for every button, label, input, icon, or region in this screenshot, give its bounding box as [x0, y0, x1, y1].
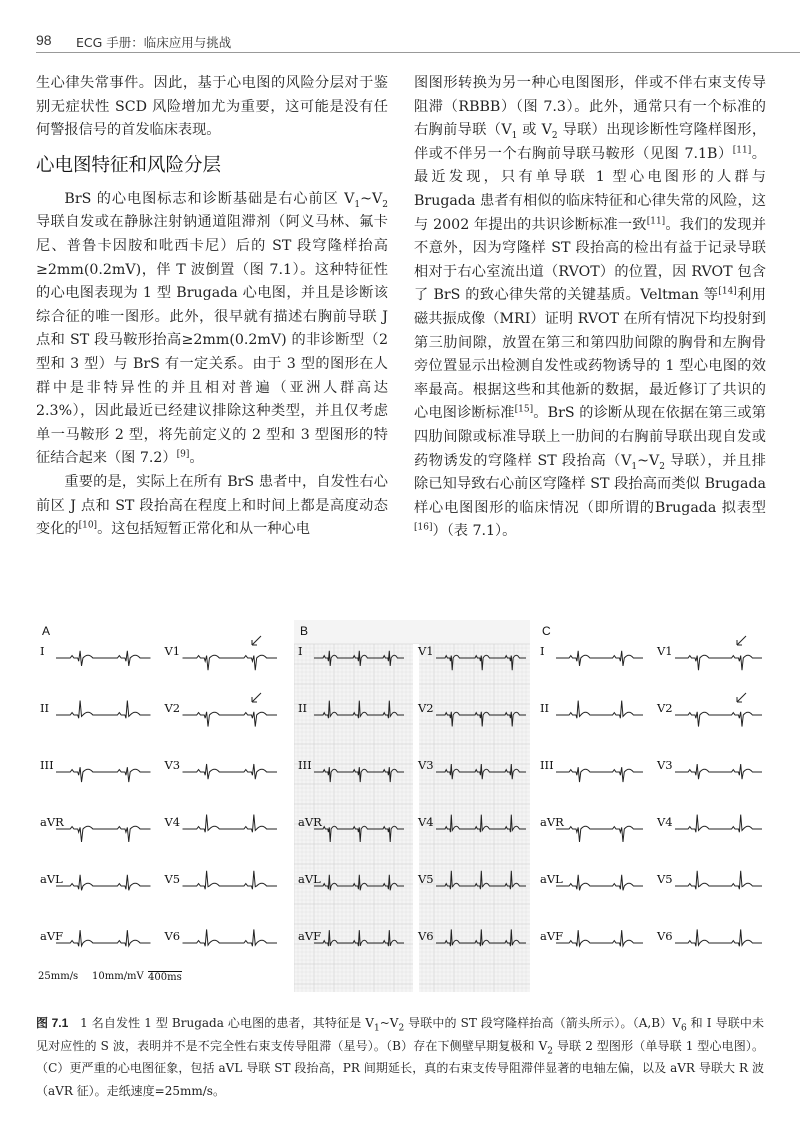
figure-caption: 图 7.1 1 名自发性 1 型 Brugada 心电图的患者，其特征是 $V_1\sim V_2$ 导联中的 ST 段穹隆样抬高（箭头所示）。$(A,B)V_6$ 和 Ⅰ 导联中未见对应性的 S 波，表明并不是不完全性右束支传导阻滞（星号）。（B）存在下侧壁早期复极和 $V_2$ 导联 2 型图形（单导联 1 型心电图）。（C）更严重的心电图征象，包括 aVL 导联 ST 段抬高，PR 间期延长，真的右束支传导阻滞伴显著的电轴左偏，以及 aVR 导联大 R 波（aVR 征）。走纸速度=25mm/s。	[36, 1016, 765, 1098]
figure-number: 图 7.1	[36, 1016, 69, 1030]
lead-label: I	[298, 644, 303, 658]
figure-7-1	[36, 620, 766, 1000]
ecg-trace	[314, 701, 404, 719]
ecg-trace	[556, 826, 643, 842]
ecg-trace	[183, 655, 278, 670]
citation: [10]	[78, 520, 98, 531]
paragraph-continuation: 生心律失常事件。因此，基于心电图的风险分层对于鉴别无症状性 SCD 风险增加尤为重要，这可能是没有任何警报信号的首发临床表现。	[36, 75, 388, 139]
ecg-trace	[183, 929, 278, 946]
ecg-traces	[536, 620, 766, 992]
ecg-traces	[294, 620, 530, 992]
lead-label: aVF	[40, 929, 64, 943]
citation: [11]	[732, 145, 752, 156]
lead-label: I	[540, 644, 545, 658]
lead-label: II	[298, 701, 308, 715]
ecg-trace	[314, 651, 404, 666]
lead-label: V1	[418, 644, 434, 658]
lead-label: V6	[164, 929, 181, 943]
ecg-trace	[56, 651, 151, 666]
paragraph-dynamic: 重要的是，实际上在所有 BrS 患者中，自发性右心前区 J 点和 ST 段抬高在程度上和时间上都是高度动态变化的[10]。这包括短暂正常化和从一种心电	[36, 473, 388, 538]
lead-label: I	[40, 644, 45, 658]
panel-label: A	[42, 624, 51, 638]
ecg-trace	[675, 712, 762, 727]
ecg-trace	[314, 826, 404, 842]
lead-label: V1	[164, 644, 181, 658]
ecg-trace	[556, 930, 643, 946]
lead-label: aVF	[540, 929, 564, 943]
running-header	[36, 30, 764, 54]
ecg-trace	[183, 871, 278, 889]
ecg-trace	[436, 815, 526, 833]
lead-label: II	[40, 701, 50, 715]
ecg-trace	[183, 764, 278, 779]
ecg-trace	[56, 826, 151, 842]
arrow-icon	[252, 636, 261, 645]
ecg-trace	[675, 815, 762, 833]
lead-label: aVF	[298, 929, 322, 943]
arrow-icon	[252, 693, 261, 702]
scale-gain: 10mm/mV	[92, 971, 144, 982]
ecg-trace	[56, 930, 151, 946]
ecg-trace	[183, 712, 278, 727]
lead-label: V2	[657, 701, 673, 715]
ecg-trace	[675, 871, 762, 889]
lead-label: V1	[657, 644, 673, 658]
lead-label: aVL	[40, 872, 63, 886]
lead-label: V5	[657, 872, 673, 886]
lead-label: V6	[418, 929, 434, 943]
lead-label: V4	[657, 815, 673, 829]
ecg-traces	[36, 620, 281, 992]
paragraph-right: 图图形转换为另一种心电图图形，伴或不伴右束支传导阻滞（RBBB）（图 7.3）。此外，通常只有一个标准的右胸前导联（$V_1$ 或 $V_2$ 导联）出现诊断性穹隆样图形，伴或不伴另一个右胸前导联马鞍形（见图 7.1B）[11]。最近发现，只有单导联 1 型心电图形的人群与 Brugada 患者有相似的临床特征和心律失常的风险，这与 2002 年提出的共识诊断标准一致[11]。我们的发现并不意外，因为穹隆样 ST 段抬高的检出有益于记录导联相对于右心室流出道（RVOT）的位置，因 RVOT 包含了 BrS 的致心律失常的关键基质。Veltman 等[14]利用磁共振成像（MRI）证明 RVOT 在所有情况下均投射到第三肋间隙，放置在第三和第四肋间隙的胸骨和左胸骨旁位置显示出检测自发性或药物诱导的 1 型心电图的效率最高。根据这些和其他新的数据，最近修订了共识的心电图诊断标准[15]。BrS 的诊断从现在依据在第三或第四肋间隙或标准导联上一肋间的右胸前导联出现自发或药物诱发的穹隆样 ST 段抬高（$V_1\sim V_2$ 导联），并且排除已知导致右心前区穹隆样 ST 段抬高而类似 Brugada 样心电图图形的临床情况（即所谓的Brugada 拟表型[16]）（表 7.1）。	[414, 75, 767, 540]
scale-speed: 25mm/s	[38, 971, 79, 982]
lead-label: V5	[418, 872, 434, 886]
paragraph-ecg-features: BrS 的心电图标志和诊断基础是右心前区 $V_1\sim V_2$ 导联自发或在静脉注射钠通道阻滞剂（阿义马林、氟卡尼、普鲁卡因胺和吡西卡尼）后的 ST 段穹隆样抬高≥2mm(0.2mV)，伴 T 波倒置（图 7.1）。这种特征性的心电图表现为 1 型 Brugada 心电图，并且是诊断该综合征的唯一图形。此外，很早就有描述右胸前导联 J 点和 ST 段马鞍形抬高≥2mm(0.2mV) 的非诊断型（2 型和 3 型）与 BrS 有一定关系。由于 3 型的图形在人群中是非特异性的并且相对普遍（亚洲人群高达 2.3%），因此最近已经建议排除这种类型，并且仅考虑单一马鞍形 2 型，将先前定义的 2 型和 3 型图形的特征结合起来（图 7.2）[9]。	[36, 190, 388, 467]
lead-label: V6	[657, 929, 673, 943]
lead-label: V5	[164, 872, 181, 886]
ecg-trace	[556, 651, 643, 666]
scale-time: 400ms	[148, 972, 182, 983]
ecg-trace	[436, 712, 526, 727]
section-heading: 心电图特征和风险分层	[36, 154, 222, 176]
lead-label: aVR	[540, 815, 564, 829]
ecg-trace	[56, 875, 151, 891]
lead-label: aVR	[40, 815, 64, 829]
panel-label: C	[542, 624, 551, 638]
lead-label: V3	[164, 758, 181, 772]
right-column	[414, 72, 766, 544]
ecg-panel-a	[36, 620, 281, 992]
citation: [9]	[176, 449, 190, 460]
ecg-trace	[675, 655, 762, 670]
ecg-trace	[183, 815, 278, 833]
ecg-panel-c	[536, 620, 766, 992]
lead-label: V4	[164, 815, 181, 829]
ecg-trace	[436, 764, 526, 779]
citation: [14]	[718, 286, 737, 297]
lead-label: V4	[418, 815, 434, 829]
panel-label: B	[300, 624, 309, 638]
lead-label: III	[298, 758, 312, 772]
citation: [15]	[514, 404, 534, 415]
ecg-trace	[556, 875, 643, 891]
lead-label: V3	[657, 758, 673, 772]
lead-label: III	[40, 758, 54, 772]
lead-label: III	[540, 758, 554, 772]
citation: [16]	[414, 522, 433, 533]
ecg-trace	[56, 767, 151, 782]
arrow-icon	[737, 636, 746, 645]
ecg-trace	[556, 701, 643, 719]
left-column	[36, 72, 388, 542]
citation: [11]	[646, 215, 666, 226]
header-rule	[36, 52, 800, 53]
ecg-trace	[675, 764, 762, 779]
lead-label: II	[540, 701, 550, 715]
ecg-panel-b	[294, 620, 530, 992]
lead-label: aVL	[540, 872, 563, 886]
lead-label: V2	[418, 701, 434, 715]
lead-label: V3	[418, 758, 434, 772]
ecg-trace	[556, 767, 643, 782]
running-title: ECG 手册：临床应用与挑战	[76, 35, 232, 50]
ecg-trace	[675, 929, 762, 946]
page-number: 98	[36, 32, 52, 48]
arrow-icon	[737, 693, 746, 702]
lead-label: aVR	[298, 815, 322, 829]
lead-label: aVL	[298, 872, 321, 886]
lead-label: V2	[164, 701, 181, 715]
ecg-trace	[56, 701, 151, 719]
ecg-trace	[314, 930, 404, 946]
